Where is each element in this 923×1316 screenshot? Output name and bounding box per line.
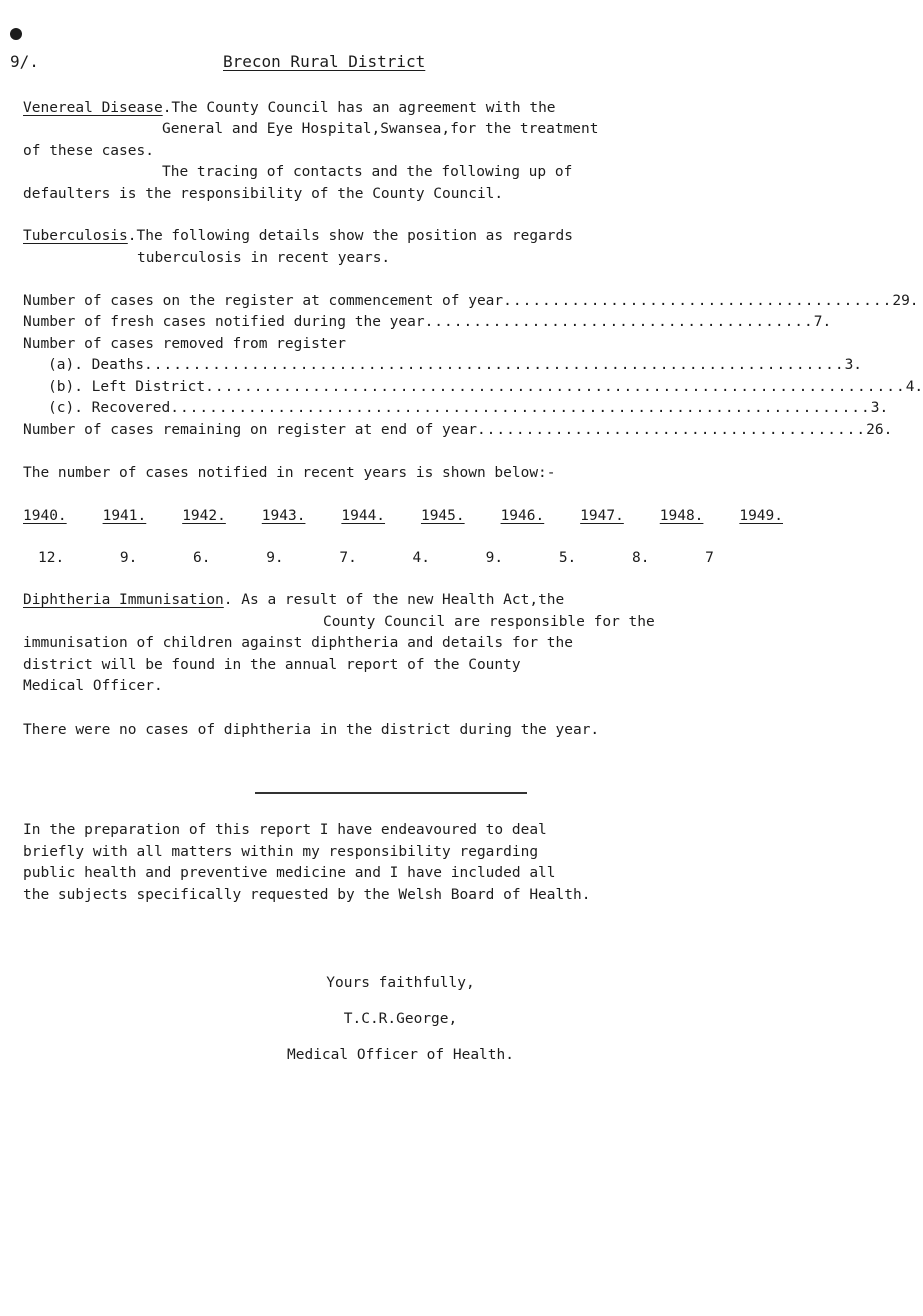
diphtheria-line-2: County Council are responsible for the (323, 614, 655, 630)
tuberculosis-intro-line-2: tuberculosis in recent years. (137, 250, 391, 266)
tb-row-remaining: Number of cases remaining on register at end of year ........................................ 26. (23, 422, 893, 438)
closing-line-4: the subjects specifically requested by the Welsh Board of Health. (23, 887, 591, 903)
count-cell: 7. (339, 550, 357, 566)
tb-counts-row (38, 550, 714, 566)
count-cell: 9. (266, 550, 284, 566)
venereal-paragraph-line-5: defaulters is the responsibility of the County Council. (23, 186, 504, 202)
closing-line-3: public health and preventive medicine and I have included all (23, 865, 556, 881)
venereal-paragraph-line-3: of these cases. (23, 143, 154, 159)
tb-row-deaths: (a). Deaths ........................................................................ 3. (48, 357, 863, 373)
tb-years-row (23, 508, 783, 524)
diphtheria-line-3: immunisation of children against diphtheria and details for the (23, 635, 573, 651)
count-cell: 9. (485, 550, 504, 566)
signatory-position: Medical Officer of Health. (287, 1047, 514, 1063)
tuberculosis-intro-line-1: Tuberculosis.The following details show the position as regards (23, 228, 573, 244)
diphtheria-line-5: Medical Officer. (23, 678, 163, 694)
venereal-paragraph-line-1: Venereal Disease.The County Council has an agreement with the (23, 100, 556, 116)
tb-notified-intro: The number of cases notified in recent years is shown below:- (23, 465, 556, 481)
valediction: Yours faithfully, (326, 975, 475, 991)
section-divider (255, 792, 527, 794)
year-cell: 1946. (500, 508, 545, 524)
year-cell: 1941. (102, 508, 147, 524)
count-cell: 5. (558, 550, 577, 566)
closing-line-1: In the preparation of this report I have endeavoured to deal (23, 822, 547, 838)
year-cell: 1940. (23, 508, 67, 524)
count-cell: 4. (412, 550, 430, 566)
count-cell: 7 (705, 550, 714, 566)
tb-row-fresh-cases: Number of fresh cases notified during the year ........................................ 7. (23, 314, 832, 330)
page-title: Brecon Rural District (223, 52, 426, 71)
year-cell: 1949. (739, 508, 783, 524)
count-cell: 6. (193, 550, 211, 566)
diphtheria-heading: Diphtheria Immunisation (23, 592, 224, 608)
tb-row-removed-heading: Number of cases removed from register (23, 336, 347, 352)
diphtheria-line-4: district will be found in the annual report of the County (23, 657, 521, 673)
year-cell: 1947. (580, 508, 624, 524)
count-cell: 12. (38, 550, 65, 566)
signatory: T.C.R.George, (343, 1011, 458, 1027)
year-cell: 1943. (261, 508, 306, 524)
bullet-mark-icon (10, 28, 22, 40)
venereal-heading: Venereal Disease (23, 100, 163, 116)
count-cell: 8. (631, 550, 650, 566)
venereal-paragraph-line-4: The tracing of contacts and the following up of (162, 164, 573, 180)
tb-row-recovered: (c). Recovered ........................................................................ 3. (48, 400, 889, 416)
closing-line-2: briefly with all matters within my responsibility regarding (23, 844, 539, 860)
tb-row-commencement: Number of cases on the register at commencement of year ........................................ 29. (23, 293, 919, 309)
diphtheria-line-1: Diphtheria Immunisation. As a result of the new Health Act,the (23, 592, 565, 608)
venereal-paragraph-line-2: General and Eye Hospital,Swansea,for the treatment (162, 121, 599, 137)
year-cell: 1942. (182, 508, 226, 524)
page-number: 9/. (10, 52, 39, 71)
count-cell: 9. (119, 550, 138, 566)
year-cell: 1945. (420, 508, 465, 524)
tb-row-left-district: (b). Left District ........................................................................ 4. (48, 379, 923, 395)
diphtheria-no-cases: There were no cases of diphtheria in the district during the year. (23, 722, 600, 738)
year-cell: 1948. (659, 508, 704, 524)
tuberculosis-heading: Tuberculosis (23, 228, 128, 244)
year-cell: 1944. (341, 508, 386, 524)
